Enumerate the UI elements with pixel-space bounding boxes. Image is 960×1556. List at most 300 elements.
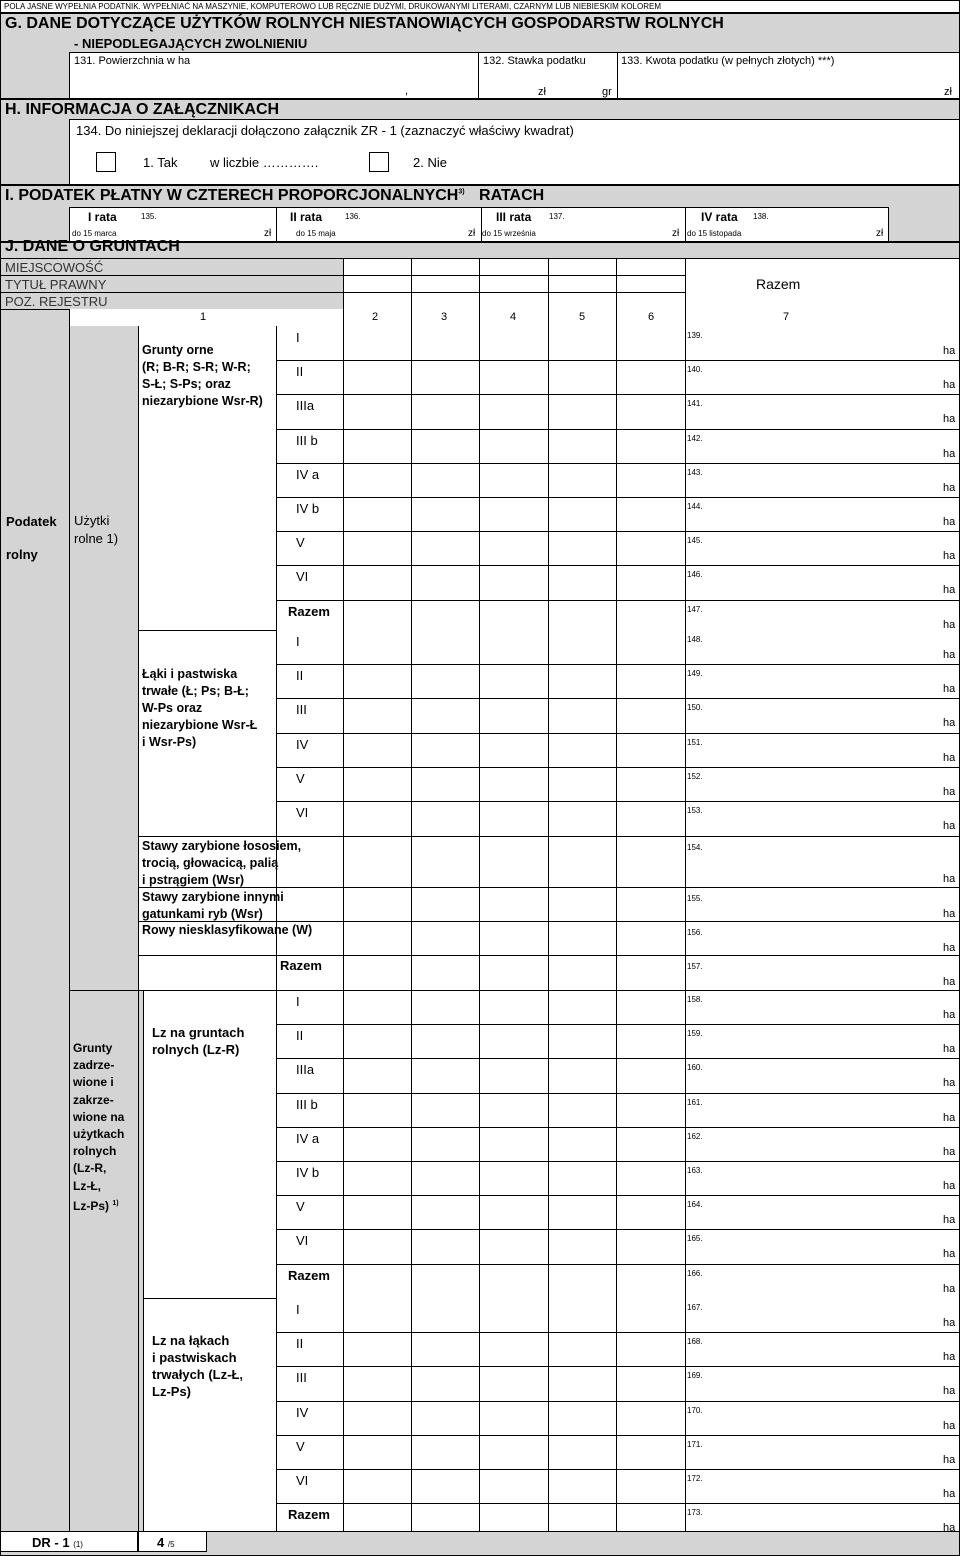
area-input-cell[interactable] [412, 802, 479, 834]
area-input-cell[interactable] [344, 1128, 411, 1160]
area-input-cell[interactable] [617, 327, 685, 359]
area-input-cell[interactable] [686, 699, 960, 731]
area-input-cell[interactable] [344, 802, 411, 834]
area-input-cell[interactable] [617, 1094, 685, 1126]
area-input-cell[interactable] [549, 991, 616, 1023]
area-input-cell[interactable] [686, 1299, 960, 1331]
area-input-cell[interactable] [412, 1230, 479, 1262]
unit-ha: ha [943, 584, 956, 596]
area-input-cell[interactable] [617, 1470, 685, 1502]
area-input-cell[interactable] [412, 327, 479, 359]
area-input-cell[interactable] [480, 1367, 548, 1399]
rate-3-unit: zł [672, 228, 680, 239]
section-h-title: H. INFORMACJA O ZAŁĄCZNIKACH [5, 101, 280, 118]
area-input-cell[interactable] [412, 1059, 479, 1091]
checkbox-tak[interactable] [96, 152, 116, 172]
area-input-cell[interactable] [686, 631, 960, 663]
area-input-cell[interactable] [344, 1504, 411, 1536]
class-label: II [296, 364, 304, 379]
area-input-cell[interactable] [549, 1333, 616, 1365]
area-input-cell[interactable] [686, 1196, 960, 1228]
unit-ha: ha [943, 1385, 956, 1397]
col-num-1: 1 [200, 311, 207, 323]
option-tak-label: 1. Tak [143, 155, 178, 170]
field-132-gr: gr [602, 86, 612, 98]
area-input-cell[interactable] [480, 361, 548, 393]
class-label: VI [296, 805, 309, 820]
area-input-cell[interactable] [617, 665, 685, 697]
uzytki-label-1: Użytki [74, 513, 110, 528]
area-input-cell[interactable] [412, 430, 479, 462]
area-input-cell[interactable] [617, 1436, 685, 1468]
rate-2-num: 136. [345, 212, 361, 221]
area-input-cell[interactable] [344, 1333, 411, 1365]
num-156: 156. [687, 928, 703, 937]
area-input-cell[interactable] [344, 361, 411, 393]
area-input-cell[interactable] [480, 1196, 548, 1228]
area-input-cell[interactable] [344, 1265, 411, 1297]
rate-3-label: III rata [496, 210, 532, 224]
unit-ha: ha [943, 413, 956, 425]
area-input-cell[interactable] [344, 532, 411, 564]
area-input-cell[interactable] [412, 768, 479, 800]
page-num: 4 [157, 1535, 165, 1550]
area-input-cell[interactable] [617, 1333, 685, 1365]
class-label: III [296, 702, 307, 717]
area-input-cell[interactable] [617, 532, 685, 564]
stawy-inne-label [142, 889, 284, 923]
area-input-cell[interactable] [480, 734, 548, 766]
field-number: 168. [687, 1337, 703, 1346]
area-input-cell[interactable] [549, 1470, 616, 1502]
area-input-cell[interactable] [686, 1436, 960, 1468]
header-note: POLA JASNE WYPEŁNIA PODATNIK. WYPEŁNIAĆ NA MASZYNIE, KOMPUTEROWO LUB RĘCZNIE DUŻYMI, DRUKOWANYMI LITERAMI, CZARNYM LUB NIEBIESKIM KOLOREM [0, 0, 960, 13]
area-input-cell[interactable] [480, 1025, 548, 1057]
area-input-cell[interactable] [617, 1367, 685, 1399]
field-number: 165. [687, 1234, 703, 1243]
area-input-cell[interactable] [686, 532, 960, 564]
num-154: 154. [687, 843, 703, 852]
area-input-cell[interactable] [617, 631, 685, 663]
area-input-cell[interactable] [617, 1504, 685, 1536]
area-input-cell[interactable] [344, 1094, 411, 1126]
area-input-cell[interactable] [549, 532, 616, 564]
area-input-cell[interactable] [617, 1196, 685, 1228]
class-label: Razem [288, 1268, 330, 1283]
area-input-cell[interactable] [549, 1094, 616, 1126]
uzytki-label-2: rolne 1) [74, 531, 119, 546]
class-label: V [296, 1199, 305, 1214]
area-input-cell[interactable] [549, 1402, 616, 1434]
area-input-cell[interactable] [686, 991, 960, 1023]
area-input-cell[interactable] [412, 1162, 479, 1194]
area-input-cell[interactable] [686, 1162, 960, 1194]
area-input-cell[interactable] [344, 768, 411, 800]
area-input-cell[interactable] [549, 768, 616, 800]
area-input-cell[interactable] [549, 1504, 616, 1536]
lzl-line-2: i pastwiskach [152, 1350, 237, 1365]
area-input-cell[interactable] [344, 1367, 411, 1399]
area-input-cell[interactable] [480, 532, 548, 564]
gz-sup: 1) [112, 1199, 119, 1207]
area-input-cell[interactable] [412, 601, 479, 633]
area-input-cell[interactable] [480, 699, 548, 731]
area-input-cell[interactable] [617, 1059, 685, 1091]
class-label: V [296, 771, 305, 786]
class-label: IV a [296, 467, 320, 482]
unit-ha: ha [943, 1112, 956, 1124]
area-input-cell[interactable] [686, 1128, 960, 1160]
area-input-cell[interactable] [549, 601, 616, 633]
area-input-cell[interactable] [412, 566, 479, 598]
area-input-cell[interactable] [344, 1402, 411, 1434]
field-133-label: 133. Kwota podatku (w pełnych złotych) ***) [621, 55, 835, 67]
option-nie-label: 2. Nie [413, 155, 447, 170]
field-number: 148. [687, 635, 703, 644]
area-input-cell[interactable] [617, 768, 685, 800]
field-number: 158. [687, 995, 703, 1004]
area-input-cell[interactable] [412, 1367, 479, 1399]
area-input-cell[interactable] [549, 699, 616, 731]
area-input-cell[interactable] [412, 665, 479, 697]
area-input-cell[interactable] [344, 566, 411, 598]
row-tytul: TYTUŁ PRAWNY [5, 277, 107, 292]
lz-l-label [152, 1332, 243, 1400]
footer-page-num [157, 1535, 175, 1550]
area-input-cell[interactable] [412, 1265, 479, 1297]
area-input-cell[interactable] [480, 498, 548, 530]
area-input-cell[interactable] [549, 430, 616, 462]
field-131-comma: , [405, 85, 409, 97]
area-input-cell[interactable] [480, 395, 548, 427]
area-input-cell[interactable] [344, 699, 411, 731]
unit-ha: ha [943, 717, 956, 729]
lzl-line-1: Lz na łąkach [152, 1333, 230, 1348]
area-input-cell[interactable] [686, 361, 960, 393]
sl-line-3: i pstrągiem (Wsr) [142, 873, 245, 887]
area-input-cell[interactable] [686, 802, 960, 834]
area-input-cell[interactable] [549, 802, 616, 834]
area-input-cell[interactable] [617, 601, 685, 633]
gz-line-3: wione i [73, 1075, 114, 1090]
area-input-cell[interactable] [344, 991, 411, 1023]
area-input-cell[interactable] [344, 395, 411, 427]
area-input-cell[interactable] [412, 1504, 479, 1536]
grunty-zadrzewione-label [73, 1040, 124, 1215]
sl-line-1: Stawy zarybione łososiem, [142, 839, 302, 853]
area-input-cell[interactable] [412, 464, 479, 496]
area-input-cell[interactable] [412, 631, 479, 663]
area-input-cell[interactable] [480, 1299, 548, 1331]
area-input-cell[interactable] [549, 1230, 616, 1262]
area-input-cell[interactable] [549, 1436, 616, 1468]
rate-4-num: 138. [753, 212, 769, 221]
area-input-cell[interactable] [344, 1025, 411, 1057]
field-number: 152. [687, 772, 703, 781]
area-input-cell[interactable] [686, 498, 960, 530]
area-input-cell[interactable] [549, 1025, 616, 1057]
area-input-cell[interactable] [480, 601, 548, 633]
area-input-cell[interactable] [412, 532, 479, 564]
area-input-cell[interactable] [686, 1333, 960, 1365]
unit-ha: ha [943, 649, 956, 661]
area-input-cell[interactable] [617, 464, 685, 496]
rate-3-num: 137. [549, 212, 565, 221]
area-input-cell[interactable] [686, 1470, 960, 1502]
area-input-cell[interactable] [344, 734, 411, 766]
class-label: IIIa [296, 398, 315, 413]
area-input-cell[interactable] [344, 665, 411, 697]
area-input-cell[interactable] [412, 1196, 479, 1228]
unit-ha: ha [943, 516, 956, 528]
unit-ha: ha [943, 820, 956, 832]
go-line-1: Grunty orne [142, 343, 214, 357]
num-155: 155. [687, 894, 703, 903]
class-label: III b [296, 433, 318, 448]
area-input-cell[interactable] [480, 1265, 548, 1297]
area-input-cell[interactable] [344, 1196, 411, 1228]
section-i-title-sup: 3) [458, 188, 465, 196]
area-input-cell[interactable] [617, 566, 685, 598]
area-input-cell[interactable] [480, 1333, 548, 1365]
area-input-cell[interactable] [344, 430, 411, 462]
class-label: Razem [288, 1507, 330, 1522]
class-label: I [296, 1302, 300, 1317]
area-input-cell[interactable] [480, 1470, 548, 1502]
area-input-cell[interactable] [480, 802, 548, 834]
unit-ha: ha [943, 1351, 956, 1363]
section-j-title: J. DANE O GRUNTACH [5, 238, 180, 255]
area-input-cell[interactable] [480, 1402, 548, 1434]
rate-1-unit: zł [264, 228, 272, 239]
gz-line-10 [73, 1195, 124, 1215]
area-input-cell[interactable] [480, 430, 548, 462]
field-number: 167. [687, 1303, 703, 1312]
area-input-cell[interactable] [617, 802, 685, 834]
area-input-cell[interactable] [617, 991, 685, 1023]
area-input-cell[interactable] [549, 1128, 616, 1160]
area-input-cell[interactable] [480, 631, 548, 663]
area-input-cell[interactable] [549, 327, 616, 359]
area-input-cell[interactable] [549, 1059, 616, 1091]
area-input-cell[interactable] [686, 395, 960, 427]
rate-1-label: I rata [88, 210, 117, 224]
area-input-cell[interactable] [617, 498, 685, 530]
area-input-cell[interactable] [480, 1230, 548, 1262]
field-number: 146. [687, 570, 703, 579]
rate-2-due: do 15 maja [296, 229, 336, 238]
area-input-cell[interactable] [549, 1162, 616, 1194]
area-input-cell[interactable] [549, 1367, 616, 1399]
area-input-cell[interactable] [480, 1162, 548, 1194]
row-poz: POZ. REJESTRU [5, 294, 108, 309]
area-input-cell[interactable] [412, 1299, 479, 1331]
field-number: 170. [687, 1406, 703, 1415]
area-input-cell[interactable] [344, 601, 411, 633]
area-input-cell[interactable] [686, 1402, 960, 1434]
area-input-cell[interactable] [617, 734, 685, 766]
field-number: 145. [687, 536, 703, 545]
section-g-subtitle: - NIEPODLEGAJĄCYCH ZWOLNIENIU [74, 36, 308, 51]
area-input-cell[interactable] [344, 327, 411, 359]
area-input-cell[interactable] [412, 1333, 479, 1365]
col-num-4: 4 [510, 311, 517, 323]
option-tak-count: w liczbie …………. [210, 155, 319, 170]
area-input-cell[interactable] [344, 631, 411, 663]
area-input-cell[interactable] [480, 665, 548, 697]
area-input-cell[interactable] [480, 464, 548, 496]
field-number: 153. [687, 806, 703, 815]
area-input-cell[interactable] [549, 1265, 616, 1297]
area-input-cell[interactable] [686, 1230, 960, 1262]
area-input-cell[interactable] [412, 1402, 479, 1434]
unit-ha: ha [943, 1488, 956, 1500]
lzr-line-1: Lz na gruntach [152, 1025, 245, 1040]
go-line-4: niezarybione Wsr-R) [142, 394, 263, 408]
area-input-cell[interactable] [617, 1025, 685, 1057]
unit-ha: ha [943, 1420, 956, 1432]
area-input-cell[interactable] [344, 1299, 411, 1331]
area-input-cell[interactable] [686, 1025, 960, 1057]
podatek-label-2: rolny [6, 547, 38, 562]
area-input-cell[interactable] [344, 1436, 411, 1468]
area-input-cell[interactable] [549, 1196, 616, 1228]
area-input-cell[interactable] [686, 464, 960, 496]
area-input-cell[interactable] [549, 566, 616, 598]
laki-line-4: niezarybione Wsr-Ł [142, 718, 258, 732]
area-input-cell[interactable] [617, 1128, 685, 1160]
laki-line-2: trwałe (Ł; Ps; B-Ł; [142, 684, 249, 698]
checkbox-nie[interactable] [369, 152, 389, 172]
unit-ha: ha [943, 1077, 956, 1089]
class-label: VI [296, 569, 309, 584]
area-input-cell[interactable] [617, 1265, 685, 1297]
num-157: 157. [687, 962, 703, 971]
area-input-cell[interactable] [412, 699, 479, 731]
area-input-cell[interactable] [412, 734, 479, 766]
unit-ha: ha [943, 345, 956, 357]
class-label: IV b [296, 501, 320, 516]
unit-ha: ha [943, 683, 956, 695]
area-input-cell[interactable] [344, 1470, 411, 1502]
area-input-cell[interactable] [617, 430, 685, 462]
area-input-cell[interactable] [686, 1367, 960, 1399]
class-label: IV b [296, 1165, 320, 1180]
area-input-cell[interactable] [549, 631, 616, 663]
area-input-cell[interactable] [480, 1059, 548, 1091]
area-input-cell[interactable] [412, 991, 479, 1023]
area-input-cell[interactable] [686, 566, 960, 598]
area-input-cell[interactable] [686, 601, 960, 633]
area-input-cell[interactable] [617, 699, 685, 731]
ha-154: ha [943, 873, 956, 885]
area-input-cell[interactable] [480, 566, 548, 598]
area-input-cell[interactable] [480, 1094, 548, 1126]
area-input-cell[interactable] [549, 665, 616, 697]
area-input-cell[interactable] [549, 734, 616, 766]
area-input-cell[interactable] [412, 1436, 479, 1468]
area-input-cell[interactable] [480, 991, 548, 1023]
area-input-cell[interactable] [549, 395, 616, 427]
class-label: III b [296, 1097, 318, 1112]
laki-line-3: W-Ps oraz [142, 701, 203, 715]
area-input-cell[interactable] [412, 1470, 479, 1502]
area-input-cell[interactable] [412, 361, 479, 393]
area-input-cell[interactable] [549, 498, 616, 530]
area-input-cell[interactable] [617, 1230, 685, 1262]
area-input-cell[interactable] [686, 1265, 960, 1297]
sl-line-2: trocią, głowacicą, palią [142, 856, 279, 870]
area-input-cell[interactable] [480, 1436, 548, 1468]
page-total: /5 [167, 1540, 175, 1549]
area-input-cell[interactable] [686, 1094, 960, 1126]
area-input-cell[interactable] [480, 1504, 548, 1536]
go-line-3: S-Ł; S-Ps; oraz [142, 377, 231, 391]
area-input-cell[interactable] [480, 768, 548, 800]
field-number: 173. [687, 1508, 703, 1517]
area-input-cell[interactable] [686, 430, 960, 462]
gz-line-7: rolnych [73, 1144, 117, 1159]
area-input-cell[interactable] [344, 1162, 411, 1194]
unit-ha: ha [943, 1009, 956, 1021]
area-input-cell[interactable] [412, 395, 479, 427]
area-input-cell[interactable] [686, 734, 960, 766]
area-input-cell[interactable] [686, 1504, 960, 1536]
field-134-label: 134. Do niniejszej deklaracji dołączono załącznik ZR - 1 (zaznaczyć właściwy kwadrat) [76, 123, 574, 138]
class-label: I [296, 330, 300, 345]
area-input-cell[interactable] [686, 1059, 960, 1091]
class-label: II [296, 1028, 304, 1043]
area-input-cell[interactable] [412, 1128, 479, 1160]
area-input-cell[interactable] [686, 665, 960, 697]
field-number: 151. [687, 738, 703, 747]
si-line-1: Stawy zarybione innymi [142, 890, 284, 904]
area-input-cell[interactable] [412, 1094, 479, 1126]
area-input-cell[interactable] [344, 1059, 411, 1091]
field-number: 161. [687, 1098, 703, 1107]
lzl-line-4: Lz-Ps) [152, 1384, 191, 1399]
rate-4-due: do 15 listopada [687, 229, 742, 238]
podatek-label-1: Podatek [6, 514, 57, 529]
area-input-cell[interactable] [617, 1402, 685, 1434]
area-input-cell[interactable] [412, 498, 479, 530]
area-input-cell[interactable] [480, 327, 548, 359]
area-input-cell[interactable] [686, 768, 960, 800]
area-input-cell[interactable] [617, 361, 685, 393]
area-input-cell[interactable] [344, 464, 411, 496]
area-input-cell[interactable] [686, 327, 960, 359]
area-input-cell[interactable] [549, 361, 616, 393]
area-input-cell[interactable] [344, 1230, 411, 1262]
field-133-zl: zł [944, 86, 952, 98]
area-input-cell[interactable] [549, 1299, 616, 1331]
unit-ha: ha [943, 1522, 956, 1534]
gz-line-5: wione na [73, 1109, 125, 1124]
area-input-cell[interactable] [549, 464, 616, 496]
unit-ha: ha [943, 550, 956, 562]
unit-ha: ha [943, 1283, 956, 1295]
field-number: 139. [687, 331, 703, 340]
class-label: Razem [288, 604, 330, 619]
area-input-cell[interactable] [617, 1162, 685, 1194]
area-input-cell[interactable] [480, 1128, 548, 1160]
area-input-cell[interactable] [412, 1025, 479, 1057]
area-input-cell[interactable] [344, 498, 411, 530]
area-input-cell[interactable] [617, 395, 685, 427]
class-label: IV [296, 1405, 309, 1420]
field-number: 143. [687, 468, 703, 477]
area-input-cell[interactable] [617, 1299, 685, 1331]
